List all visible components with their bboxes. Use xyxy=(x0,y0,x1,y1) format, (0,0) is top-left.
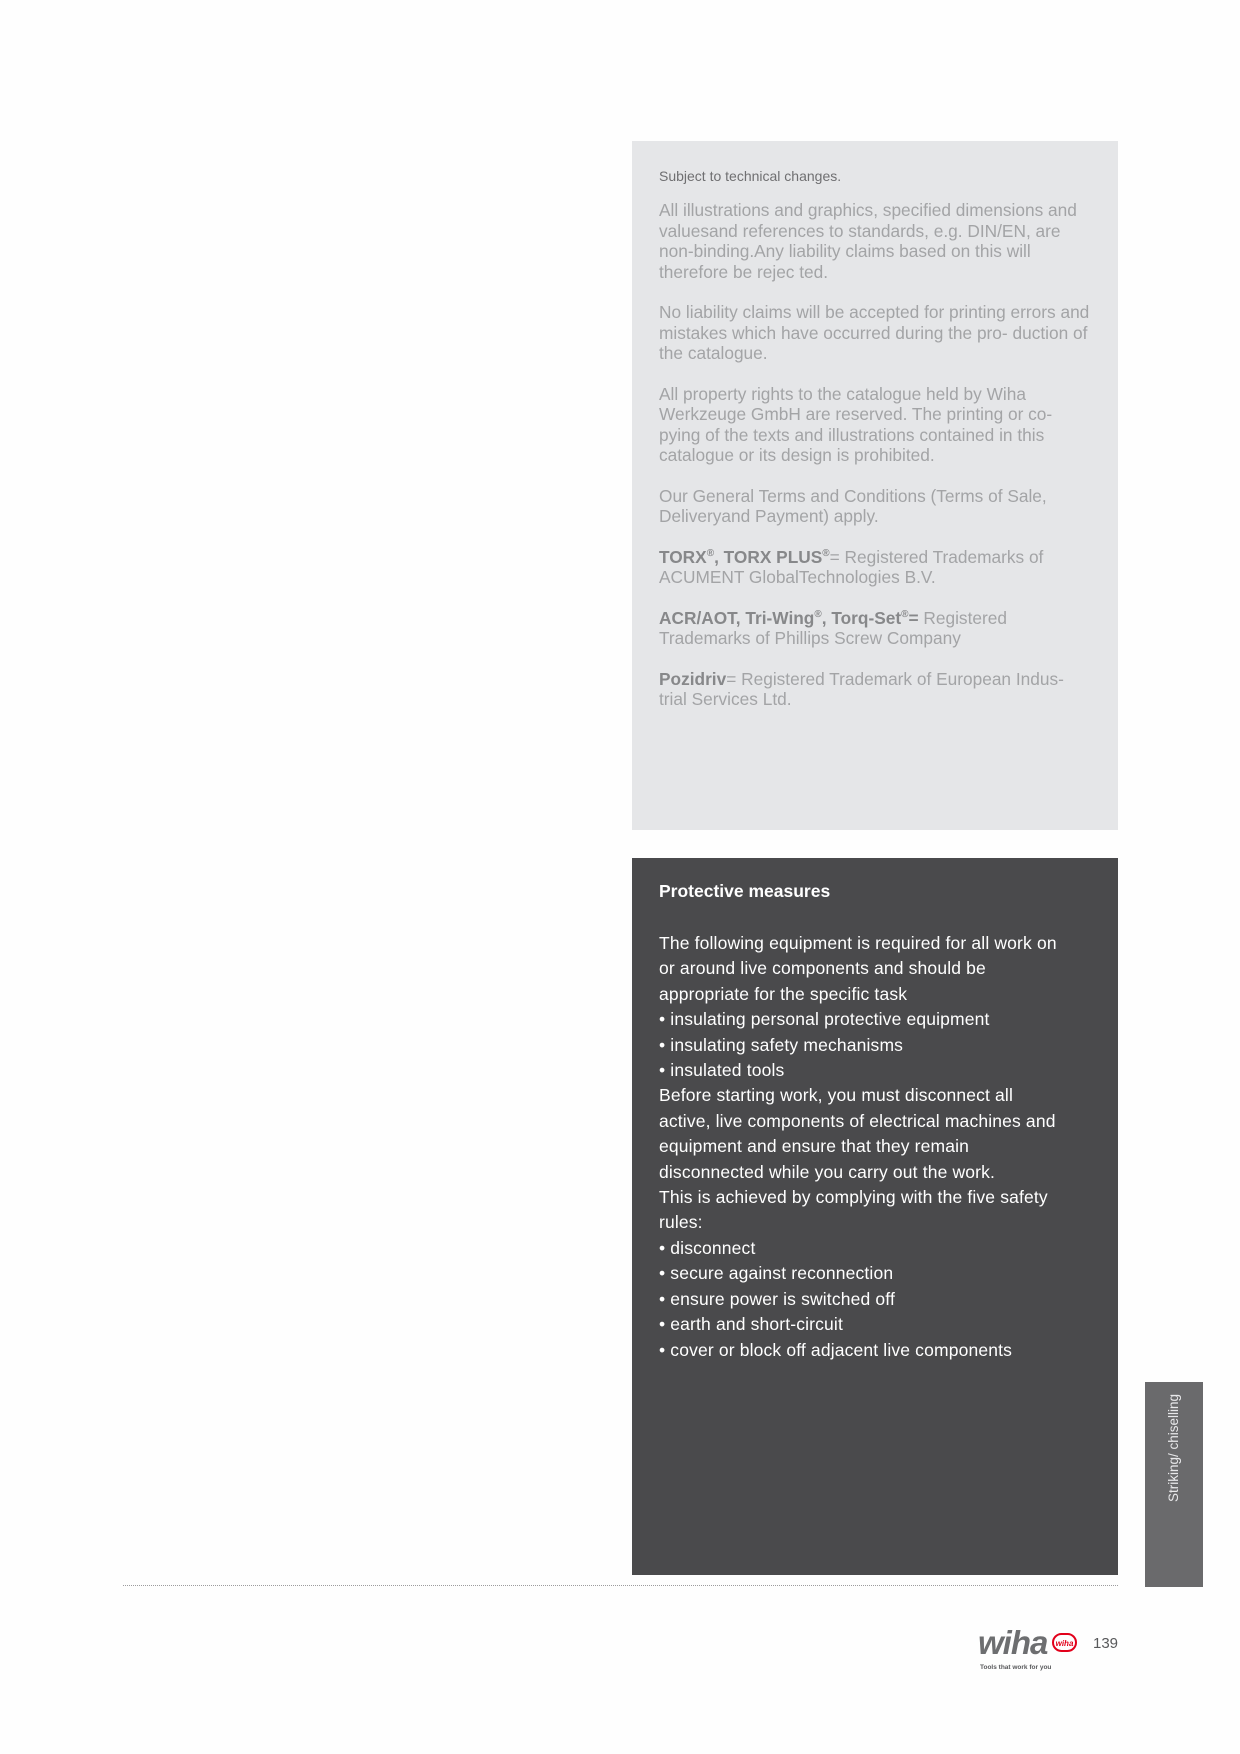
protective-text-line: or around live components and should be xyxy=(659,958,986,979)
footer-dotted-divider xyxy=(123,1585,1118,1586)
safety-rule-item: • secure against reconnection xyxy=(659,1263,894,1284)
section-tab-label: Striking/ chiselling xyxy=(1166,1394,1181,1503)
safety-rule-item: • earth and short-circuit xyxy=(659,1314,843,1335)
logo-tagline: Tools that work for you xyxy=(980,1664,1052,1671)
registered-mark: ® xyxy=(901,608,909,620)
protective-text-line: disconnected while you carry out the work. xyxy=(659,1161,996,1182)
torx-trademark-name xyxy=(659,547,830,567)
trademark-text: , Torq-Set xyxy=(821,607,902,628)
protective-text-line: equipment and ensure that they remain xyxy=(659,1136,970,1157)
section-tab-label-wrap xyxy=(1158,1394,1190,1574)
protective-text-line: appropriate for the specific task xyxy=(659,983,908,1004)
logo-wordmark: wiha xyxy=(978,1625,1048,1661)
equipment-list-item: • insulating personal protective equipment xyxy=(659,1009,990,1030)
wiha-logo xyxy=(977,1625,1081,1673)
protective-text-line: active, live components of electrical machines and xyxy=(659,1110,1056,1131)
logo-badge-text: wiha xyxy=(1055,1639,1074,1648)
page-number: 139 xyxy=(1093,1635,1119,1652)
illustrations-disclaimer: All illustrations and graphics, specified dimensions and valuesand references to standards, e.g. DIN/EN, are non-binding.Any liability claims based on this will therefore be rejec ted. xyxy=(659,200,1077,282)
technical-changes-note: Subject to technical changes. xyxy=(659,168,842,184)
trademark-owner-text: = Registered Trademarks of ACUMENT GlobalTechnologies B.V. xyxy=(659,546,1044,587)
registered-mark: ® xyxy=(706,547,715,559)
safety-rule-item: • ensure power is switched off xyxy=(659,1288,895,1309)
legal-notice-box xyxy=(632,141,1118,830)
protective-text-line: This is achieved by complying with the five safety xyxy=(659,1187,1048,1208)
printing-errors-disclaimer: No liability claims will be accepted for printing errors and mistakes which have occurred during the pro- duction of the catalogue. xyxy=(659,302,1090,363)
protective-text-line: rules: xyxy=(659,1212,703,1233)
property-rights-notice: All property rights to the catalogue held by Wiha Werkzeuge GmbH are reserved. The printing or co- pying of the texts and illustrations contained in this catalogue or its design is prohibited. xyxy=(659,383,1053,465)
trademark-owner-text: Registered Trademarks of Phillips Screw Company xyxy=(659,607,1007,648)
trademark-owner-text: = Registered Trademark of European Indus- trial Services Ltd. xyxy=(659,668,1064,709)
pozidriv-trademark-name: Pozidriv xyxy=(659,668,727,689)
phillips-trademark-notice xyxy=(659,608,1090,649)
section-side-tab[interactable] xyxy=(1145,1382,1203,1587)
equipment-list-item: • insulating safety mechanisms xyxy=(659,1034,904,1055)
terms-conditions-notice: Our General Terms and Conditions (Terms of Sale, Deliveryand Payment) apply. xyxy=(659,485,1047,526)
torx-trademark-notice xyxy=(659,547,1090,588)
trademark-text: TORX xyxy=(659,546,707,567)
phillips-trademark-names xyxy=(659,608,919,628)
trademark-text: = xyxy=(908,607,919,628)
registered-mark: ® xyxy=(814,608,822,620)
trademark-text: , TORX PLUS xyxy=(714,546,823,567)
logo-badge-icon xyxy=(1053,1634,1076,1651)
protective-measures-title: Protective measures xyxy=(659,881,831,901)
protective-measures-box xyxy=(632,858,1118,1575)
safety-rule-item: • disconnect xyxy=(659,1237,756,1258)
protective-text-line: Before starting work, you must disconnect all xyxy=(659,1085,1013,1106)
equipment-list-item: • insulated tools xyxy=(659,1060,785,1081)
pozidriv-trademark-notice xyxy=(659,669,1090,710)
protective-text-line: The following equipment is required for all work on xyxy=(659,933,1057,953)
safety-rule-item: • cover or block off adjacent live components xyxy=(659,1339,1013,1360)
registered-mark: ® xyxy=(822,547,830,559)
trademark-text: ACR/AOT, Tri-Wing xyxy=(659,607,815,628)
